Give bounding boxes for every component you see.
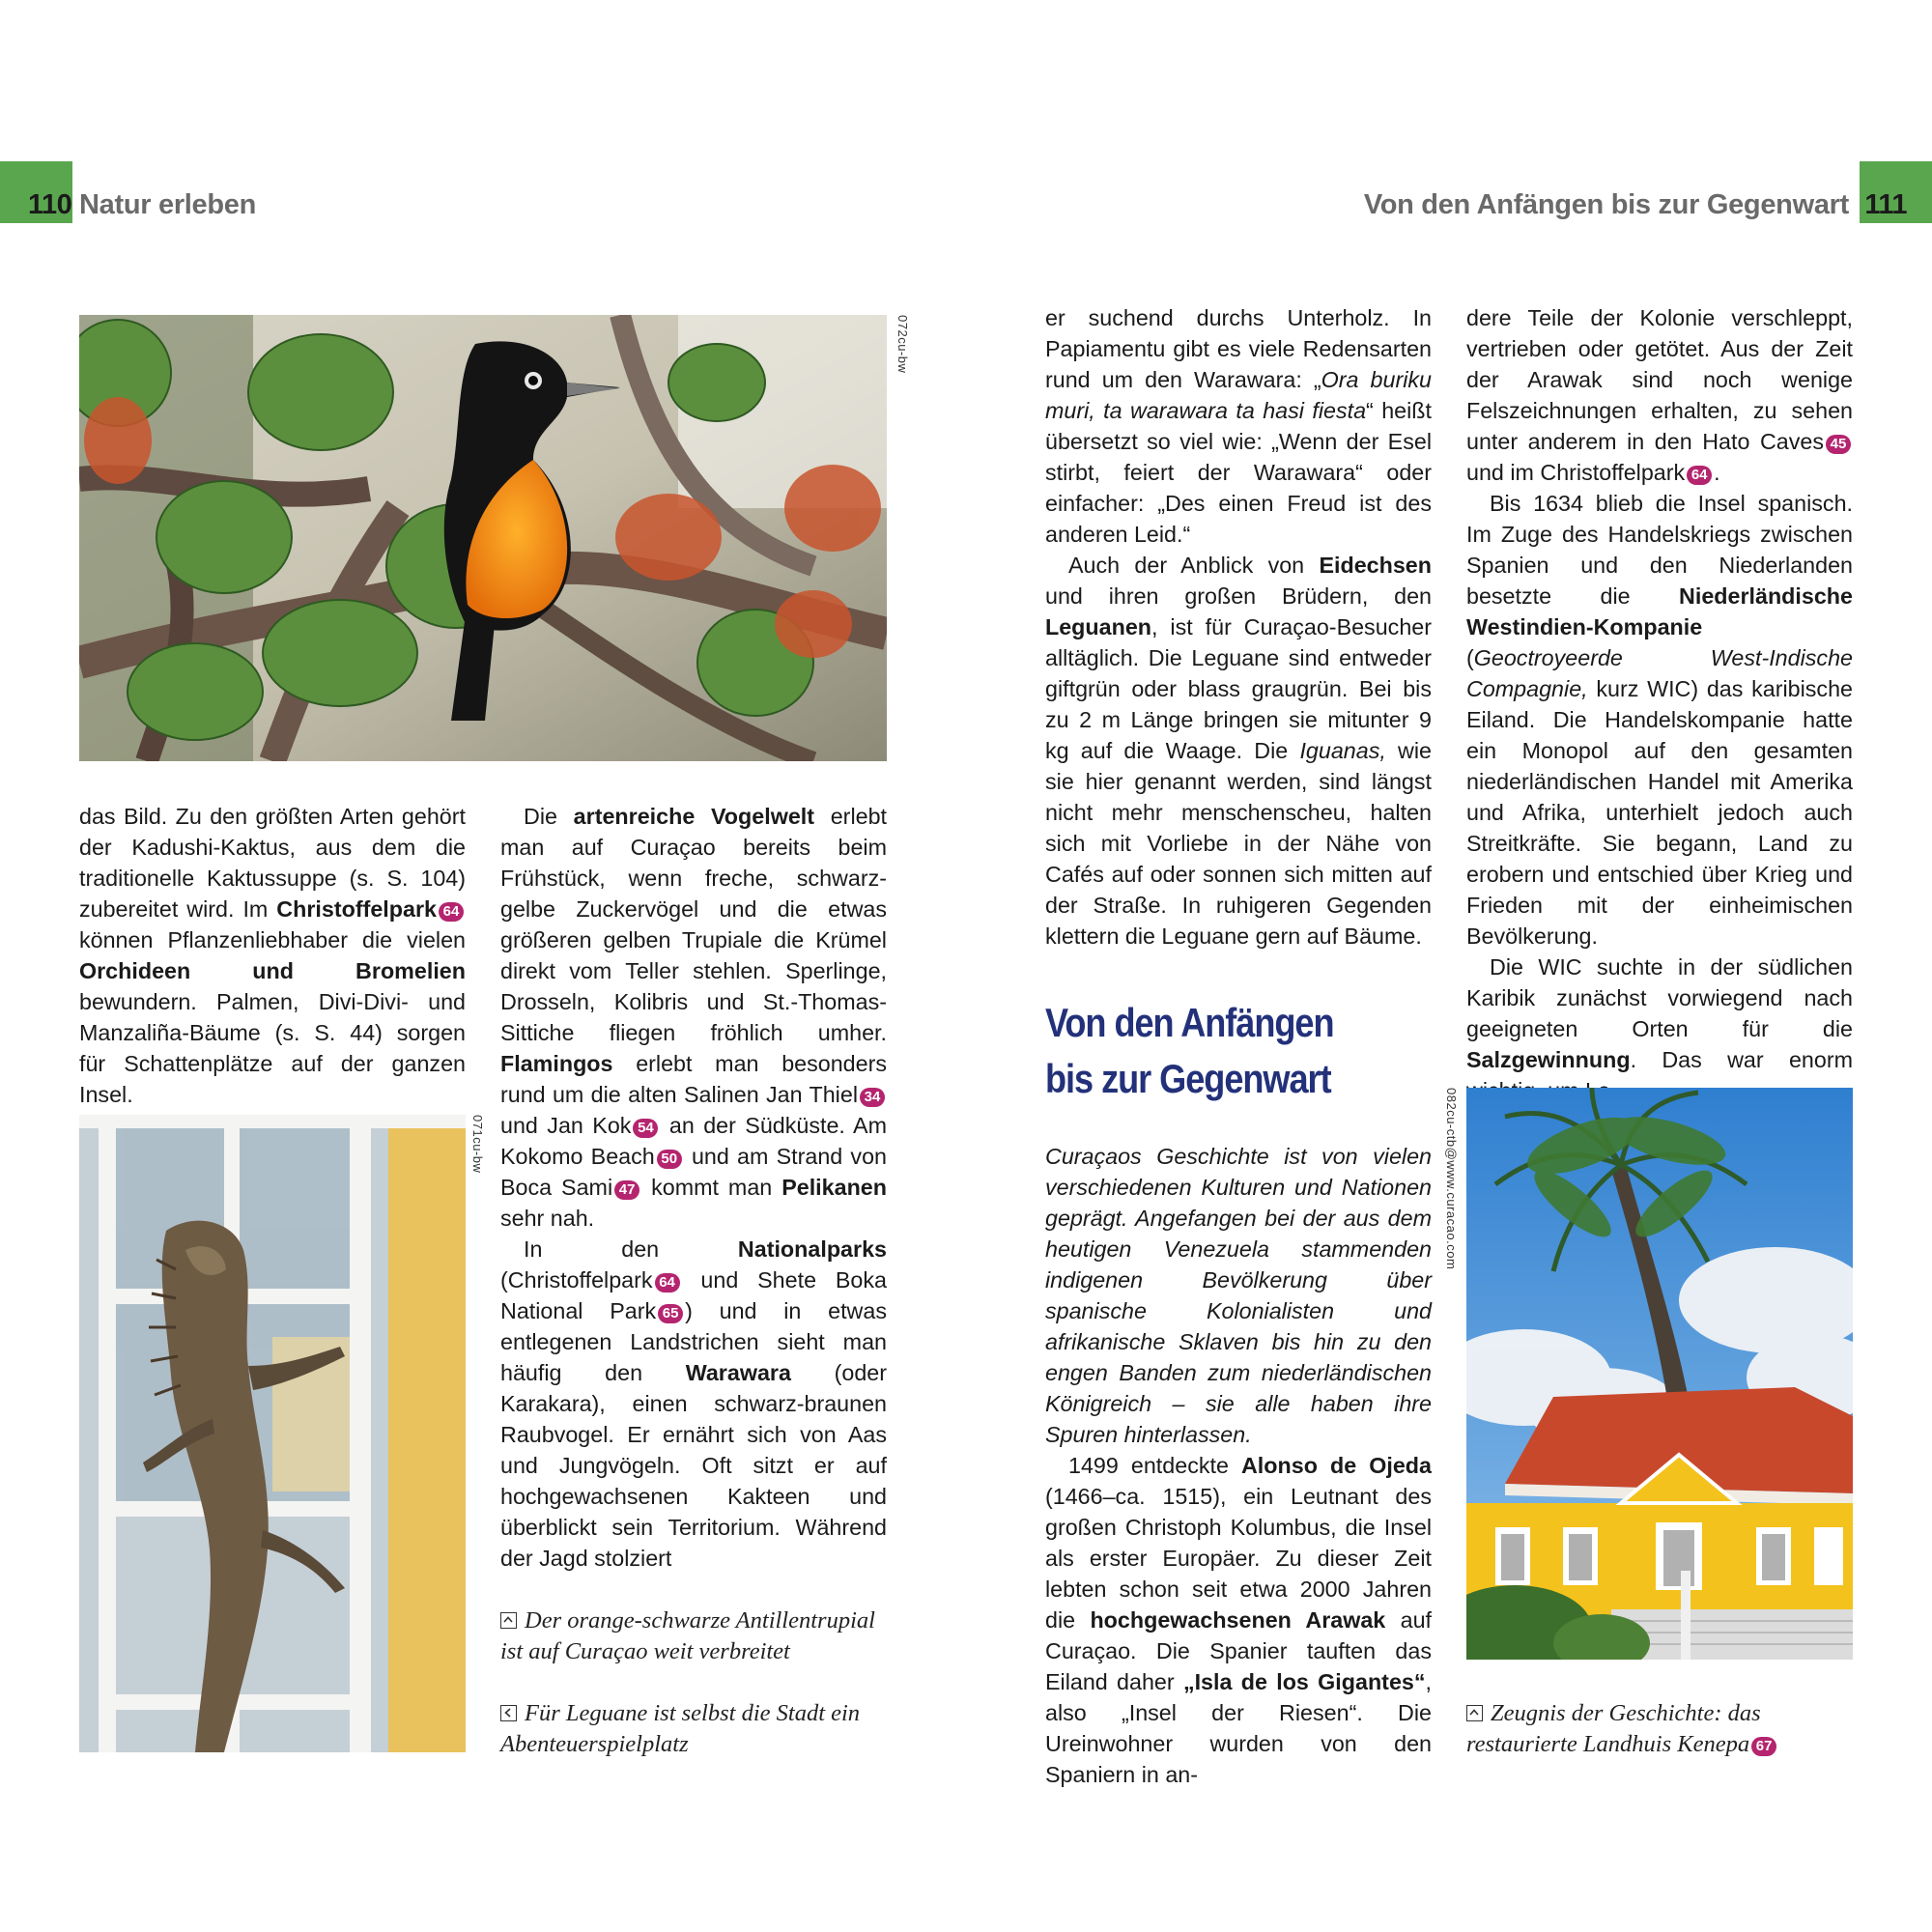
section-heading [1045, 995, 1361, 1107]
bird-caption: Der orange-schwarze Antillentrupial ist auf Curaçao weit verbreitet [500, 1607, 875, 1664]
right-running-head: Von den Anfängen bis zur Gegenwart [1363, 189, 1849, 220]
col4-paragraph-3: Die WIC suchte in der südlichen Karibik zunächst vorwiegend nach geeigneten Orten für die Salzgewinnung. Das war enorm [1466, 954, 1853, 1072]
iguana-photo [79, 1115, 466, 1752]
poi-badge: 45 [1826, 435, 1851, 454]
iguana-caption: Für Leguane ist selbst die Stadt ein Abenteuerspielplatz [500, 1700, 861, 1757]
col1-paragraph-1: das Bild. Zu den größten Arten gehört der Kadushi-Kaktus, aus dem die traditionelle Kaktussuppe (s. S. 104) zubereitet wird. Im Christoffelpark 64 können Pflanzenliebhaber die vielen Orchideen und Bromelien bewundern. Palmen, Divi-Divi- und Manzaliña-Bäume (s. S. 44) sorgen für Schattenplätze auf der ganzen Insel. [79, 804, 466, 1107]
house-caption: Zeugnis der Geschichte: das restaurierte Landhuis Kenepa 67 [1466, 1698, 1853, 1760]
poi-badge: 64 [655, 1273, 680, 1293]
column-1-text [79, 801, 466, 1110]
col4-paragraph-2: Bis 1634 blieb die Insel spanisch. Im Zuge des Handelskriegs zwischen Spanien und den Niederlanden besetzte die Niederländische Westindien-Kompanie (Geoctroyeerde West-Indische Compagnie, kurz WIC) das karibische Eiland. Die Handelskompanie hatte ein Monopol auf den gesamten niederländischen Handel mit Amerika und Afrika, unterhielt jedoch auch Streitkräfte. Sie begann, Land zu erobern und entschied über Krieg und Frieden mit der einheimischen Bevölkerung. [1466, 491, 1853, 949]
house-photo [1466, 1088, 1853, 1660]
bird-photo-credit: 072cu-bw [895, 315, 910, 374]
section-heading-line-1: Von den Anfängen [1045, 1000, 1334, 1045]
poi-badge: 65 [658, 1304, 683, 1323]
left-running-head: Natur erleben [79, 189, 257, 220]
section-intro: Curaçaos Geschichte ist von vielen verschiedenen Kulturen und Nationen geprägt. Angefangen bei der aus dem heutigen Venezuela stammenden indigenen Bevölkerung über spanische Kolonialisten und afrikanische Sklaven bis hin zu den engen Banden zum niederländischen Königreich – sie alle haben ihre Spuren hinterlassen. [1045, 1144, 1432, 1447]
bird-photo [79, 315, 887, 761]
col4-paragraph-1: dere Teile der Kolonie verschleppt, vertrieben oder getötet. Aus der Zeit der Arawak sind noch wenige Felszeichnungen erhalten, zu sehen unter anderem in den Hato Caves 45 und im Christoffelpark 64 . [1466, 305, 1853, 485]
column-3-text-top [1045, 302, 1432, 952]
house-photo-credit: 082cu-ctb@www.curacao.com [1444, 1088, 1459, 1270]
poi-badge: 64 [439, 902, 464, 922]
poi-badge: 64 [1687, 466, 1712, 485]
poi-badge: 54 [633, 1119, 658, 1138]
col2-paragraph-1: Die artenreiche Vogelwelt erlebt man auf Curaçao bereits beim Frühstück, wenn freche, schwarz-gelbe Zuckervögel und die etwas größeren gelben Trupiale die Krümel direkt vom Teller stehlen. Sperlinge, Drosseln, Kolibris und St.-Thomas-Sittiche fliegen fröhlich umher. Flamingos erlebt man besonders rund um die alten Salinen Jan Thiel 34 und Jan Kok 54 an der Südküste. Am Kokomo Beach 50 und am Strand von Boca Sami 47 kommt man Pelikanen sehr nah. [500, 804, 888, 1231]
column-2-text [500, 801, 887, 1574]
col3-paragraph-2: Auch der Anblick von Eidechsen und ihren großen Brüdern, den Leguanen, ist für Curaçao-Besucher alltäglich. Die Leguane sind entweder giftgrün oder blass graugrün. Bei bis zu 2 m Länge bringen sie mitunter 9 kg auf die Waage. Die Iguanas, wie sie hier genannt werden, sind längst nicht mehr menschenscheu, halten sich mit Vorliebe in der Nähe von Cafés auf oder sonnen sich mitten auf der Straße. In ruhigeren Gegenden klettern die Leguane gern auf Bäume. [1045, 553, 1432, 949]
col3-paragraph-1: er suchend durchs Unterholz. In Papiamentu gibt es viele Redensarten rund um den Warawara: „Ora buriku muri, ta warawara ta hasi fiesta“ heißt übersetzt so viel wie: „Wenn der Esel stirbt, feiert der Warawara“ oder einfacher: „Des einen Freud ist des anderen Leid.“ [1045, 305, 1432, 547]
iguana-photo-credit: 071cu-bw [470, 1115, 485, 1174]
caption-left-arrow-icon [500, 1705, 517, 1721]
col3-paragraph-3: 1499 entdeckte Alonso de Ojeda (1466–ca. 1515), ein Leutnant des großen Christoph Kolumbus, die Insel als erster Europäer. Zu dieser Zeit lebten schon seit etwa 2000 Jahren die hochgewachsenen Arawak auf Curaçao. Die Spanier tauften das Eiland daher „Isla de los Gigantes“, also „Insel der Riesen“. Die Ureinwohner wurden von den Spaniern in an- [1045, 1453, 1433, 1787]
poi-badge: 34 [860, 1088, 885, 1107]
caption-up-arrow-icon [1466, 1705, 1483, 1721]
poi-badge: 47 [614, 1180, 639, 1200]
column-3-text-bottom [1045, 1141, 1432, 1790]
poi-badge: 50 [657, 1150, 682, 1169]
column-4-text [1466, 302, 1853, 1106]
right-page-number: 111 [1864, 189, 1907, 220]
left-page-number: 110 [28, 189, 72, 220]
col2-paragraph-2: In den Nationalparks (Christoffelpark 64 und Shete Boka National Park 65 ) und in etwas entlegenen Landstrichen sieht man häufig den Warawara (oder Karakara), einen schwarz-braunen Raubvogel. Er ernährt sich von Aas und Jungvögeln. Oft sitzt er auf hochgewachsenen Kakteen und überblickt sein Territorium. Während der Jagd stolziert [500, 1236, 888, 1571]
caption-up-arrow-icon [500, 1612, 517, 1629]
section-heading-line-2: bis zur Gegenwart [1045, 1056, 1331, 1101]
poi-badge: 67 [1751, 1737, 1776, 1756]
